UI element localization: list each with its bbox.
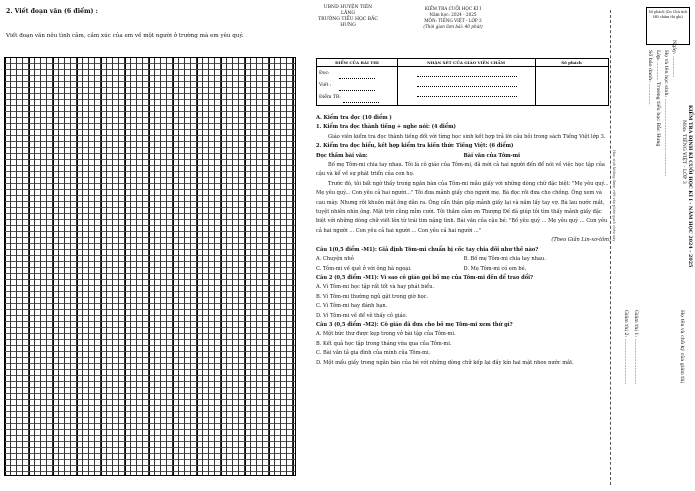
score-tb-field[interactable] xyxy=(343,101,379,103)
org-school: TRƯỜNG TIỂU HỌC BẮC HƯNG xyxy=(318,17,378,28)
reading-title-row xyxy=(316,152,611,161)
side-gt2[interactable]: Giám thị 2: .............................. xyxy=(623,310,628,385)
side-strip xyxy=(612,40,693,490)
exam-header xyxy=(408,6,498,30)
exam-title: KIỂM TRA CUỐI HỌC KÌ I xyxy=(424,6,482,11)
section-1: 1. Kiểm tra đọc thành tiếng + nghe nói: (4 điểm) xyxy=(316,124,456,131)
section-2: 2. Kiểm tra đọc hiểu, kết hợp kiểm tra kiến thức Tiếng Việt: (6 điểm) xyxy=(316,143,514,150)
score-viet-field[interactable] xyxy=(339,89,375,91)
org-district: UBND HUYỆN TIÊN LÃNG xyxy=(323,5,373,16)
question-1: Câu 1(0,5 điểm -M1): Giả định Tôm-mi chuẩn bị cốc tay chia đối như thế nào? xyxy=(316,246,539,253)
q3-option-a[interactable]: A. Một bức thư được kẹp trong vở bài tập của Tôm-mi. xyxy=(316,331,456,338)
passage-p1: Bố mẹ Tôm-mi chia tay nhau. Tôi là cô giáo của Tôm-mi, đã mời cả hai người đến để nói về việc học tập của cậu và kể về sự phát triển của con họ. xyxy=(316,162,605,178)
code-col-header: Số phách xyxy=(561,60,582,65)
writing-heading: 2. Viết đoạn văn (6 điểm) : xyxy=(6,8,98,15)
q2-option-d[interactable]: D. Vì Tôm-mi về để vẽ thấy cô giáo. xyxy=(316,312,408,319)
q2-option-c[interactable]: C. Vì Tôm-mi hay đánh bạn. xyxy=(316,303,388,310)
q2-option-b[interactable]: B. Vì Tôm-mi thường ngủ gật trong giờ học. xyxy=(316,293,429,300)
side-judge: Họ tên và chữ ký của giám thị xyxy=(679,310,684,383)
q1-option-b[interactable]: B. Bố mẹ Tôm-mi chia tay nhau. xyxy=(463,256,546,263)
q1-option-c[interactable]: C. Tôm-mi về quê ở với ông bà ngoại. xyxy=(316,265,412,272)
exam-subject: MÔN: TIẾNG VIỆT - LỚP 3 xyxy=(424,18,482,23)
writing-instruction: Viết đoạn văn nêu tình cảm, cảm xúc của em về một người ở trường mà em yêu quý. xyxy=(6,33,244,39)
side-title: KIỂM TRA ĐỊNH KÌ CUỐI HỌC KÌ I - NĂM HỌC 2024 - 2025 xyxy=(687,105,693,268)
reading-label: Đọc thầm bài văn: xyxy=(316,152,368,159)
comment-col xyxy=(397,59,536,105)
comment-line-3[interactable] xyxy=(417,95,517,97)
exam-year: Năm học: 2024 - 2025 xyxy=(429,12,477,17)
writing-grid xyxy=(4,57,296,476)
passage-source: (Theo Giăn Lin-xơ-tôm) xyxy=(551,237,611,244)
side-date: Ngày: .............. xyxy=(671,40,676,78)
side-name[interactable]: Họ và tên học sinh: ................................................... xyxy=(663,50,668,177)
q2-option-a[interactable]: A. Vì Tôm-mi học tập rất tốt và hay phát biểu. xyxy=(316,284,435,291)
side-gt1[interactable]: Giám thị 1: .............................. xyxy=(633,310,638,385)
q3-option-b[interactable]: B. Kết quả học tập trong tháng vừa qua của Tôm-mi. xyxy=(316,340,452,347)
side-class[interactable]: Lớp: ............ Trường tiểu học Bắc Hưng xyxy=(655,50,660,147)
section-a: A. Kiểm tra đọc (10 điểm ) xyxy=(316,115,392,121)
side-cut-note: Học sinh không được viết vào phần gạch chéo này xyxy=(612,150,616,242)
q3-option-d[interactable]: D. Một mẩu giấy trong ngăn bàn của bé với những dòng chữ kếp lại đầy kín hai mặt nhoe nước mắt. xyxy=(316,359,574,366)
exam-content xyxy=(316,114,611,368)
q1-options-row2 xyxy=(316,265,611,274)
exam-time: (Thời gian làm bài: 40 phút) xyxy=(423,24,483,29)
reading-title: Bài văn của Tôm-mi xyxy=(463,152,521,159)
comment-col-header: NHẬN XÉT CỦA GIÁO VIÊN CHẤM xyxy=(426,60,506,65)
code-box: Số phách (Do Chủ tịch HĐ chấm thi ghi) xyxy=(646,7,690,45)
passage-p2: Trước đó, tôi bất ngờ thấy trong ngăn bàn của Tôm-mi mẫu giấy với những dòng chữ đặc biệt: "Mẹ yêu quý... Mẹ yêu quý... Con yêu cả hai người..." Tôi đưa mảnh giấy cho người mẹ. Bà đọc rồi đưa cho chồng. Ông xem và cau mày. Nhưng rồi khuôn mặt ông dãn ra. Ông cẩn thận gấp mảnh giấy lại và nắm lấy tay vợ. Bà lau nước mắt, tuyệt nhiên nhìn ông. Mặt trời cũng mỉm cười. Tôi thầm cảm ơn Thượng Đế đã giúp tôi tìm thấy mảnh giấy đặc biệt với những dòng chữ viết lên từ trái tim nặng tình. Bài văn của cậu bé: "Bố yêu quý ... Mẹ yêu quý ... Con yêu cả hai người ... Con yêu cả hai người ... Con yêu cả hai người ..." xyxy=(316,180,609,234)
question-2: Câu 2 (0,5 điểm -M1): Vì sao cô giáo gọi bố mẹ của Tôm-mi đến để trao đổi? xyxy=(316,274,534,281)
side-sbd[interactable]: Số báo danh: .............. xyxy=(647,50,652,105)
code-col xyxy=(535,59,608,105)
comment-line-1[interactable] xyxy=(417,75,517,77)
score-row-viet: Viết : xyxy=(319,83,332,88)
score-doc-field[interactable] xyxy=(339,77,375,79)
question-3: Câu 3 (0,5 điểm -M2): Cô giáo đã đưa cho bố mẹ Tôm-mi xem thứ gì? xyxy=(316,321,513,328)
cut-line xyxy=(610,10,611,485)
q1-option-a[interactable]: A. Chuyện nhỏ xyxy=(316,256,354,263)
score-row-doc: Đọc: xyxy=(319,71,330,76)
score-table xyxy=(316,58,609,106)
score-row-tb: Điểm TB: xyxy=(319,95,341,100)
score-col xyxy=(317,59,398,105)
school-header xyxy=(318,5,378,29)
q1-options-row1 xyxy=(316,255,611,264)
q1-option-d[interactable]: D. Mẹ Tôm-mi có em bé. xyxy=(463,265,527,272)
comment-line-2[interactable] xyxy=(417,85,517,87)
score-col-header: ĐIỂM CỦA BÀI THI xyxy=(335,60,379,65)
side-subject: Môn: TIẾNG VIỆT - LỚP 3 xyxy=(681,120,686,184)
q3-option-c[interactable]: C. Bài văn tả gia đình của mình của Tôm-mi. xyxy=(316,350,431,357)
section-1-text: Giáo viên kiểm tra đọc thành tiếng đối với từng học sinh kết hợp trả lời câu hỏi trong sách Tiếng Việt lớp 3. xyxy=(328,133,606,140)
